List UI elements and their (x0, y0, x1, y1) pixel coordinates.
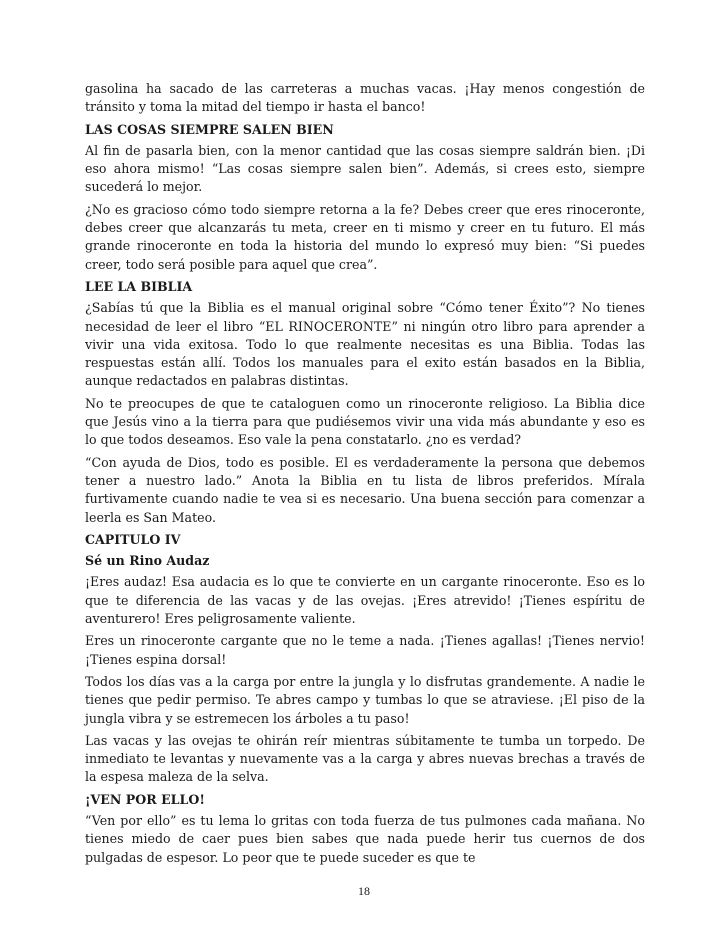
paragraph: Todos los días vas a la carga por entre la jungla y lo disfrutas grandemente. A nadie le tienes que pedir permiso. Te abres campo y tumbas lo que se atraviese. ¡El piso de la jungla vibra y se estremecen los árboles a tu paso! (85, 673, 645, 726)
section-heading-cosas-salen-bien: LAS COSAS SIEMPRE SALEN BIEN (85, 121, 334, 137)
document-page (85, 80, 645, 871)
paragraph: Las vacas y las ovejas te ohirán reír mientras súbitamente te tumba un torpedo. De inmediato te levantas y nuevamente vas a la carga y abres nuevas brechas a través de la espesa maleza de la selva. (85, 732, 645, 785)
chapter-heading: CAPITULO IV (85, 531, 181, 547)
paragraph: Eres un rinoceronte cargante que no le teme a nada. ¡Tienes agallas! ¡Tienes nervio! ¡Tienes espina dorsal! (85, 633, 645, 667)
paragraph: ¿No es gracioso cómo todo siempre retorna a la fe? Debes creer que eres rinoceronte, debes creer que alcanzarás tu meta, creer en ti mismo y creer en tu futuro. El más grande rinoceronte en toda la historia del mundo lo expresó muy bien: “Si puedes creer, todo será posible para aquel que crea”. (85, 201, 645, 272)
paragraph: ¿Sabías tú que la Biblia es el manual original sobre “Cómo tener Éxito”? No tienes necesidad de leer el libro “EL RINOCERONTE” ni ningún otro libro para aprender a vivir una vida exitosa. Todo lo que realmente necesitas es una Biblia. Todas las respuestas están allí. Todos los manuales para el exito están basados en la Biblia, aunque redactados en palabras distintas. (85, 300, 645, 389)
paragraph: ¡Eres audaz! Esa audacia es lo que te convierte en un cargante rinoceronte. Eso es lo que te diferencia de las vacas y de las ovejas. ¡Eres atrevido! ¡Tienes espíritu de aventurero! Eres peligrosamente valiente. (85, 574, 645, 627)
paragraph: No te preocupes de que te cataloguen como un rinoceronte religioso. La Biblia dice que Jesús vino a la tierra para que pudiésemos vivir una vida más abundante y eso es lo que todos deseamos. Eso vale la pena constatarlo. ¿no es verdad? (85, 395, 645, 448)
chapter-title: Sé un Rino Audaz (85, 553, 210, 569)
paragraph: “Con ayuda de Dios, todo es posible. El es verdaderamente la persona que debemos tener a nuestro lado.” Anota la Biblia en tu lista de libros preferidos. Mírala furtivamente cuando nadie te vea si es necesario. Una buena sección para comenzar a leerla es San Mateo. (85, 454, 645, 525)
paragraph: “Ven por ello” es tu lema lo gritas con toda fuerza de tus pulmones cada mañana. No tienes miedo de caer pues bien sabes que nada puede herir tus cuernos de dos pulgadas de espesor. Lo peor que te puede suceder es que te (85, 812, 645, 865)
paragraph: Al fin de pasarla bien, con la menor cantidad que las cosas siempre saldrán bien. ¡Di eso ahora mismo! “Las cosas siempre salen bien”. Además, si crees esto, siempre sucederá lo mejor. (85, 142, 645, 195)
section-heading-ven-por-ello: ¡VEN POR ELLO! (85, 791, 205, 807)
paragraph-intro: gasolina ha sacado de las carreteras a muchas vacas. ¡Hay menos congestión de tránsito y toma la mitad del tiempo ir hasta el banco! (85, 81, 645, 115)
section-heading-lee-la-biblia: LEE LA BIBLIA (85, 278, 193, 294)
page-number: 18 (358, 884, 370, 898)
